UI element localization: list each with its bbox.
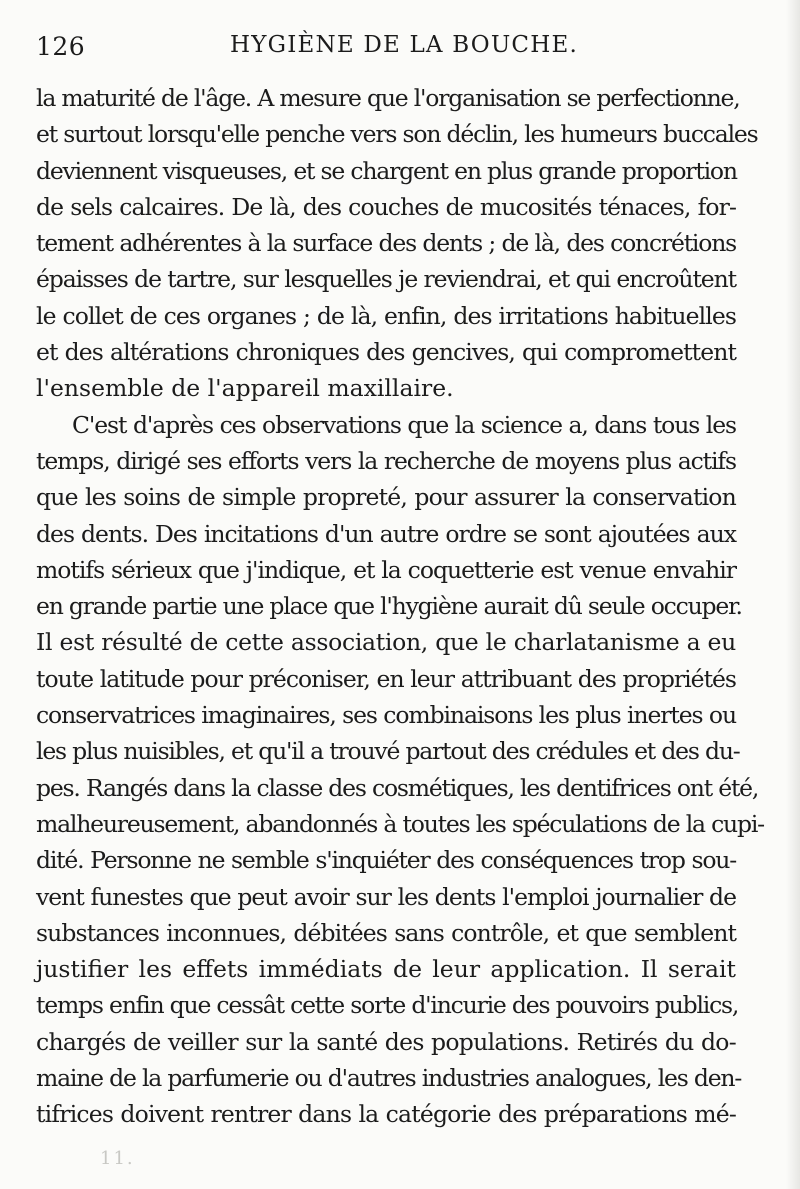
text-line: substances inconnues, débitées sans contrôle, et que semblent [36,918,736,947]
text-line: justifier les effets immédiats de leur application. Il serait [36,955,736,984]
page-edge-shadow [786,0,800,1189]
text-line: malheureusement, abandonnés à toutes les spéculations de la cupi- [36,809,764,838]
text-line: tifrices doivent rentrer dans la catégorie des préparations mé- [36,1100,736,1129]
running-head: HYGIÈNE DE LA BOUCHE. [230,32,578,58]
text-line: et surtout lorsqu'elle penche vers son déclin, les humeurs buccales [36,120,758,149]
body-text [36,80,764,1133]
text-line: Il est résulté de cette association, que le charlatanisme a eu [36,628,736,657]
paragraph-start-line: C'est d'après ces observations que la science a, dans tous les [72,410,736,439]
text-line: la maturité de l'âge. A mesure que l'organisation se perfectionne, [36,84,740,112]
page-header [36,28,736,62]
text-line: pes. Rangés dans la classe des cosmétiques, les dentifrices ont été, [36,773,759,802]
text-line: en grande partie une place que l'hygiène aurait dû seule occuper. [36,592,742,621]
text-line: et des altérations chroniques des gencives, qui compromettent [36,338,736,367]
text-line: deviennent visqueuses, et se chargent en plus grande proportion [36,156,737,185]
text-line: motifs sérieux que j'indique, et la coquetterie est venue envahir [36,555,736,584]
text-line: toute latitude pour préconiser, en leur attribuant des propriétés [36,664,736,693]
text-line: les plus nuisibles, et qu'il a trouvé partout des crédules et des du- [36,737,740,766]
text-line: conservatrices imaginaires, ses combinaisons les plus inertes ou [36,701,736,730]
page-number: 126 [36,32,86,61]
text-line: temps enfin que cessât cette sorte d'incurie des pouvoirs publics, [36,991,739,1020]
text-line: maine de la parfumerie ou d'autres industries analogues, les den- [36,1064,742,1093]
paragraph-end-line: l'ensemble de l'appareil maxillaire. [36,374,454,403]
text-line: chargés de veiller sur la santé des populations. Retirés du do- [36,1027,736,1056]
text-line: de sels calcaires. De là, des couches de mucosités ténaces, for- [36,192,736,221]
text-line: temps, dirigé ses efforts vers la recherche de moyens plus actifs [36,446,736,475]
text-line: des dents. Des incitations d'un autre ordre se sont ajoutées aux [36,519,736,548]
faint-signature-mark: 11. [100,1148,135,1169]
text-line: le collet de ces organes ; de là, enfin, des irritations habituelles [36,301,736,330]
text-line: vent funestes que peut avoir sur les dents l'emploi journalier de [36,882,736,911]
text-line: tement adhérentes à la surface des dents ; de là, des concrétions [36,229,736,258]
text-line: que les soins de simple propreté, pour assurer la conservation [36,483,736,512]
text-line: dité. Personne ne semble s'inquiéter des conséquences trop sou- [36,846,736,875]
text-line: épaisses de tartre, sur lesquelles je reviendrai, et qui encroûtent [36,265,736,294]
